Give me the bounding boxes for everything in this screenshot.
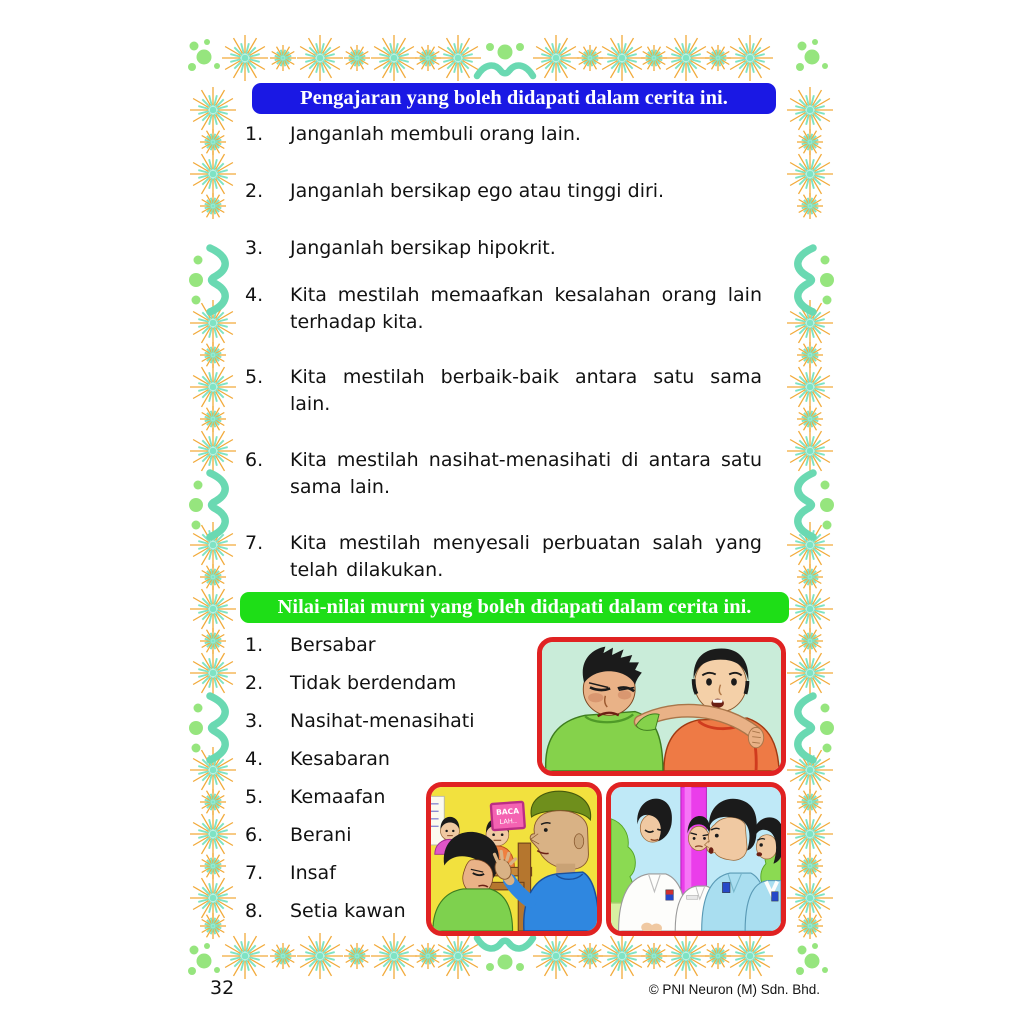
starburst-icon bbox=[222, 933, 268, 979]
page-number: 32 bbox=[210, 977, 235, 999]
item-number: 4. bbox=[245, 748, 264, 770]
starburst-icon bbox=[297, 933, 343, 979]
item-number: 5. bbox=[245, 786, 264, 808]
starburst-icon bbox=[663, 933, 709, 979]
list-item bbox=[245, 447, 762, 501]
dots-cluster-icon bbox=[796, 38, 830, 72]
dots-cluster-icon bbox=[188, 38, 222, 72]
illustration-advice-room bbox=[426, 782, 602, 936]
wave-decoration-icon bbox=[471, 42, 539, 82]
item-number: 3. bbox=[245, 710, 264, 732]
starburst-icon bbox=[190, 364, 236, 410]
starburst-icon bbox=[270, 45, 296, 71]
values-header-text: Nilai-nilai murni yang boleh didapati dalam cerita ini. bbox=[277, 596, 752, 618]
starburst-icon bbox=[344, 45, 370, 71]
starburst-icon bbox=[787, 151, 833, 197]
copyright: © PNI Neuron (M) Sdn. Bhd. bbox=[648, 982, 820, 997]
starburst-icon bbox=[533, 933, 579, 979]
starburst-icon bbox=[599, 35, 645, 81]
item-text: Kesabaran bbox=[290, 748, 390, 770]
illustration-two-boys bbox=[537, 637, 786, 776]
starburst-icon bbox=[787, 364, 833, 410]
item-number: 2. bbox=[245, 672, 264, 694]
starburst-icon bbox=[200, 193, 226, 219]
item-text: Bersabar bbox=[290, 634, 376, 656]
item-text: Nasihat-menasihati bbox=[290, 710, 475, 732]
curl-decoration-icon bbox=[781, 242, 837, 318]
starburst-icon bbox=[797, 913, 823, 939]
item-text: Kemaafan bbox=[290, 786, 386, 808]
starburst-icon bbox=[190, 151, 236, 197]
item-text: Kita mestilah memaafkan kesalahan orang lain terhadap kita. bbox=[290, 284, 762, 333]
dots-cluster-icon bbox=[188, 942, 222, 976]
item-number: 7. bbox=[245, 862, 264, 884]
item-text: Janganlah bersikap ego atau tinggi diri. bbox=[290, 180, 665, 202]
list-item bbox=[245, 364, 762, 418]
starburst-icon bbox=[533, 35, 579, 81]
wave-decoration-icon bbox=[471, 932, 539, 972]
item-text: Berani bbox=[290, 824, 352, 846]
starburst-icon bbox=[200, 913, 226, 939]
list-item bbox=[245, 235, 762, 262]
item-number: 3. bbox=[245, 237, 264, 259]
item-number: 4. bbox=[245, 284, 264, 306]
starburst-icon bbox=[270, 943, 296, 969]
curl-decoration-icon bbox=[186, 242, 242, 318]
starburst-icon bbox=[371, 35, 417, 81]
list-item bbox=[245, 121, 762, 148]
starburst-icon bbox=[787, 586, 833, 632]
curl-decoration-icon bbox=[186, 690, 242, 766]
item-text: Janganlah bersikap hipokrit. bbox=[290, 237, 556, 259]
starburst-icon bbox=[787, 87, 833, 133]
item-number: 2. bbox=[245, 180, 264, 202]
item-text: Kita mestilah menyesali perbuatan salah yang telah dilakukan. bbox=[290, 532, 762, 581]
illustration-students-group bbox=[606, 782, 786, 936]
poster-text-line1: BACA bbox=[495, 806, 520, 817]
curl-decoration-icon bbox=[781, 467, 837, 543]
list-item bbox=[245, 530, 762, 584]
starburst-icon bbox=[727, 933, 773, 979]
item-number: 6. bbox=[245, 449, 264, 471]
list-item bbox=[245, 282, 762, 336]
starburst-icon bbox=[222, 35, 268, 81]
starburst-icon bbox=[727, 35, 773, 81]
item-number: 1. bbox=[245, 123, 264, 145]
list-item bbox=[245, 178, 762, 205]
lessons-header-text: Pengajaran yang boleh didapati dalam cerita ini. bbox=[300, 87, 728, 109]
item-number: 5. bbox=[245, 366, 264, 388]
starburst-icon bbox=[787, 811, 833, 857]
starburst-icon bbox=[663, 35, 709, 81]
item-number: 6. bbox=[245, 824, 264, 846]
item-number: 1. bbox=[245, 634, 264, 656]
values-header-banner bbox=[240, 592, 789, 623]
starburst-icon bbox=[190, 586, 236, 632]
item-number: 8. bbox=[245, 900, 264, 922]
starburst-icon bbox=[344, 943, 370, 969]
starburst-icon bbox=[371, 933, 417, 979]
curl-decoration-icon bbox=[781, 690, 837, 766]
item-number: 7. bbox=[245, 532, 264, 554]
item-text: Insaf bbox=[290, 862, 336, 884]
item-text: Tidak berdendam bbox=[290, 672, 457, 694]
item-text: Kita mestilah berbaik-baik antara satu sama lain. bbox=[290, 366, 762, 415]
poster-text-line2: LAH.. bbox=[499, 816, 518, 827]
dots-cluster-icon bbox=[796, 942, 830, 976]
starburst-icon bbox=[797, 193, 823, 219]
starburst-icon bbox=[190, 811, 236, 857]
starburst-icon bbox=[190, 87, 236, 133]
starburst-icon bbox=[297, 35, 343, 81]
item-text: Janganlah membuli orang lain. bbox=[290, 123, 581, 145]
item-text: Setia kawan bbox=[290, 900, 406, 922]
curl-decoration-icon bbox=[186, 467, 242, 543]
item-text: Kita mestilah nasihat-menasihati di antara satu sama lain. bbox=[290, 449, 762, 498]
starburst-icon bbox=[599, 933, 645, 979]
lessons-header-banner bbox=[252, 83, 776, 114]
